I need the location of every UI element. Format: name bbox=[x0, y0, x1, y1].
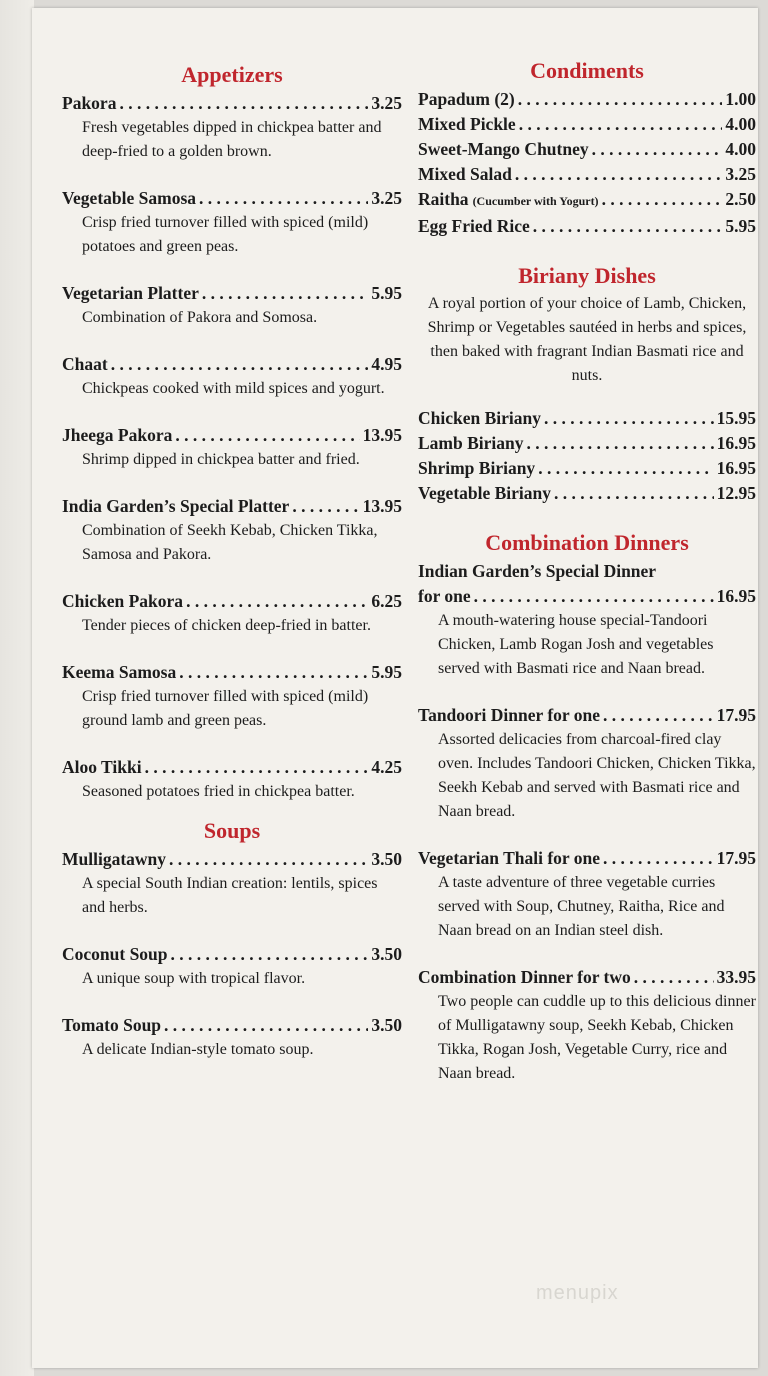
item-line bbox=[62, 91, 402, 116]
menu-item bbox=[418, 214, 756, 239]
menu-item bbox=[62, 281, 402, 330]
dot-leader bbox=[292, 494, 359, 519]
item-name: Tandoori Dinner for one bbox=[418, 705, 600, 725]
dot-leader bbox=[199, 186, 368, 211]
soups-title: Soups bbox=[203, 818, 261, 843]
item-line bbox=[418, 846, 756, 871]
dot-leader bbox=[603, 846, 714, 871]
item-price: 16.95 bbox=[716, 458, 756, 478]
menu-item bbox=[418, 965, 756, 1086]
item-description: A delicate Indian-style tomato soup. bbox=[82, 1041, 314, 1058]
dot-leader bbox=[119, 91, 368, 116]
item-description: Crisp fried turnover filled with spiced (mild) potatoes and green peas. bbox=[82, 214, 369, 255]
item-line bbox=[62, 423, 402, 448]
item-price: 4.00 bbox=[725, 139, 756, 159]
dot-leader bbox=[592, 137, 723, 162]
menu-item bbox=[62, 589, 402, 638]
item-price: 13.95 bbox=[362, 496, 402, 516]
menu-item bbox=[418, 481, 756, 506]
item-description: A unique soup with tropical flavor. bbox=[82, 970, 306, 987]
item-note: (Cucumber with Yogurt) bbox=[472, 194, 599, 208]
item-line bbox=[62, 352, 402, 377]
item-name: Lamb Biriany bbox=[418, 433, 524, 453]
dot-leader bbox=[186, 589, 368, 614]
menu-item bbox=[62, 755, 402, 804]
appetizers-title: Appetizers bbox=[181, 62, 283, 87]
menu-item bbox=[62, 494, 402, 567]
item-line bbox=[418, 112, 756, 137]
menu-item bbox=[62, 352, 402, 401]
menu-item bbox=[62, 847, 402, 920]
item-name: Vegetable Biriany bbox=[418, 483, 552, 503]
item-price: 3.50 bbox=[371, 1015, 402, 1035]
biriany-title: Biriany Dishes bbox=[518, 263, 656, 288]
dot-leader bbox=[518, 87, 723, 112]
menu-item bbox=[62, 1013, 402, 1062]
item-line bbox=[62, 186, 402, 211]
item-line bbox=[418, 481, 756, 506]
page-binding-edge bbox=[0, 0, 34, 1376]
menu-item bbox=[418, 431, 756, 456]
item-description: A mouth-watering house special-Tandoori Chicken, Lamb Rogan Josh and vegetables served with Basmati rice and Naan bread. bbox=[438, 612, 714, 677]
item-name: Mixed Salad bbox=[418, 164, 512, 184]
item-price: 3.25 bbox=[371, 188, 402, 208]
item-description: Fresh vegetables dipped in chickpea batter and deep-fried to a golden brown. bbox=[82, 119, 382, 160]
item-line bbox=[418, 584, 756, 609]
menu-item bbox=[418, 87, 756, 112]
item-line bbox=[62, 755, 402, 780]
item-line bbox=[418, 431, 756, 456]
appetizers-list bbox=[62, 91, 402, 804]
menu-item bbox=[62, 423, 402, 472]
item-description: Assorted delicacies from charcoal-fired clay oven. Includes Tandoori Chicken, Chicken Tikka, Seekh Kebab and served with Basmati rice and Naan bread. bbox=[438, 731, 756, 820]
item-name: Mulligatawny bbox=[62, 849, 167, 869]
item-name: for one bbox=[418, 586, 471, 606]
item-price: 16.95 bbox=[716, 433, 756, 453]
item-line bbox=[418, 87, 756, 112]
item-price: 13.95 bbox=[362, 425, 402, 445]
item-description: Combination of Seekh Kebab, Chicken Tikka, Samosa and Pakora. bbox=[82, 522, 378, 563]
dot-leader bbox=[519, 112, 723, 137]
combination-list bbox=[418, 559, 756, 1086]
item-description: Crisp fried turnover filled with spiced (mild) ground lamb and green peas. bbox=[82, 688, 369, 729]
item-price: 17.95 bbox=[716, 848, 756, 868]
item-name: Vegetarian Thali for one bbox=[418, 848, 600, 868]
biriany-intro: A royal portion of your choice of Lamb, Chicken, Shrimp or Vegetables sautéed in herbs and spices, then baked with fragrant Indian Basmati rice and nuts. bbox=[427, 295, 747, 384]
item-name: Combination Dinner for two bbox=[418, 967, 631, 987]
dot-leader bbox=[538, 456, 713, 481]
item-name: Egg Fried Rice bbox=[418, 216, 530, 236]
item-line bbox=[418, 965, 756, 990]
dot-leader bbox=[515, 162, 723, 187]
item-price: 1.00 bbox=[725, 89, 756, 109]
item-line bbox=[418, 456, 756, 481]
item-line bbox=[418, 703, 756, 728]
menu-item bbox=[418, 846, 756, 943]
condiments-list bbox=[418, 87, 756, 239]
dot-leader bbox=[111, 352, 369, 377]
item-price: 33.95 bbox=[716, 967, 756, 987]
item-description: Shrimp dipped in chickpea batter and fried. bbox=[82, 451, 360, 468]
item-name: Mixed Pickle bbox=[418, 114, 516, 134]
combination-title: Combination Dinners bbox=[485, 530, 689, 555]
dot-leader bbox=[603, 703, 714, 728]
biriany-section bbox=[418, 263, 756, 506]
item-line bbox=[418, 137, 756, 162]
dot-leader bbox=[533, 214, 723, 239]
item-name: Vegetarian Platter bbox=[62, 283, 199, 303]
item-price: 3.50 bbox=[371, 849, 402, 869]
condiments-section bbox=[418, 58, 756, 239]
dot-leader bbox=[169, 847, 368, 872]
menu-item bbox=[418, 137, 756, 162]
item-name: Aloo Tikki bbox=[62, 757, 142, 777]
item-line bbox=[62, 1013, 402, 1038]
item-name: Raitha bbox=[418, 189, 469, 209]
item-name: Coconut Soup bbox=[62, 944, 168, 964]
item-price: 3.25 bbox=[371, 93, 402, 113]
item-description: Two people can cuddle up to this delicious dinner of Mulligatawny soup, Seekh Kebab, Chicken Tikka, Rogan Josh, Vegetable Curry, rice and Naan bread. bbox=[438, 993, 756, 1082]
item-line bbox=[62, 589, 402, 614]
item-description: A special South Indian creation: lentils, spices and herbs. bbox=[82, 875, 378, 916]
menu-item bbox=[62, 660, 402, 733]
item-price: 5.95 bbox=[371, 662, 402, 682]
menu-item bbox=[62, 942, 402, 991]
dot-leader bbox=[175, 423, 359, 448]
menu-item bbox=[62, 186, 402, 259]
item-name: Tomato Soup bbox=[62, 1015, 162, 1035]
dot-leader bbox=[202, 281, 369, 306]
soups-list bbox=[62, 847, 402, 1062]
item-description: Tender pieces of chicken deep-fried in batter. bbox=[82, 617, 371, 634]
item-price: 12.95 bbox=[716, 483, 756, 503]
item-line bbox=[418, 162, 756, 187]
item-line bbox=[418, 214, 756, 239]
item-description: Chickpeas cooked with mild spices and yogurt. bbox=[82, 380, 385, 397]
item-line bbox=[62, 942, 402, 967]
menu-item bbox=[418, 703, 756, 824]
dot-leader bbox=[164, 1013, 368, 1038]
item-description: A taste adventure of three vegetable curries served with Soup, Chutney, Raitha, Rice and Naan bread on an Indian steel dish. bbox=[438, 874, 725, 939]
menu-item bbox=[418, 559, 756, 681]
item-line bbox=[62, 494, 402, 519]
left-column bbox=[62, 62, 402, 1084]
menu-item bbox=[418, 112, 756, 137]
dot-leader bbox=[145, 755, 369, 780]
item-name: Pakora bbox=[62, 93, 117, 113]
dot-leader bbox=[171, 942, 369, 967]
combination-section bbox=[418, 530, 756, 1086]
dot-leader bbox=[554, 481, 714, 506]
item-price: 4.25 bbox=[371, 757, 402, 777]
item-description: Seasoned potatoes fried in chickpea batter. bbox=[82, 783, 355, 800]
condiments-title: Condiments bbox=[530, 58, 644, 83]
item-price: 3.50 bbox=[371, 944, 402, 964]
dot-leader bbox=[179, 660, 368, 685]
item-name: Shrimp Biriany bbox=[418, 458, 536, 478]
item-name: Papadum (2) bbox=[418, 89, 515, 109]
menu-item bbox=[418, 187, 756, 214]
item-name: Vegetable Samosa bbox=[62, 188, 197, 208]
item-price: 17.95 bbox=[716, 705, 756, 725]
item-price: 6.25 bbox=[371, 591, 402, 611]
item-name: Chaat bbox=[62, 354, 108, 374]
soups-section bbox=[62, 818, 402, 1062]
item-line bbox=[62, 847, 402, 872]
menu-item bbox=[418, 456, 756, 481]
item-price: 5.95 bbox=[371, 283, 402, 303]
right-column bbox=[418, 58, 756, 1108]
item-name: India Garden’s Special Platter bbox=[62, 496, 290, 516]
dot-leader bbox=[544, 406, 714, 431]
item-price: 3.25 bbox=[725, 164, 756, 184]
item-price: 15.95 bbox=[716, 408, 756, 428]
item-price: 16.95 bbox=[716, 586, 756, 606]
item-line bbox=[418, 406, 756, 431]
dot-leader bbox=[602, 187, 723, 212]
item-line bbox=[418, 187, 756, 214]
item-price: 5.95 bbox=[725, 216, 756, 236]
item-name: Sweet-Mango Chutney bbox=[418, 139, 589, 159]
appetizers-section bbox=[62, 62, 402, 804]
item-line bbox=[62, 281, 402, 306]
biriany-list bbox=[418, 406, 756, 506]
item-name: Keema Samosa bbox=[62, 662, 177, 682]
item-title-line: Indian Garden’s Special Dinner bbox=[418, 561, 657, 581]
menu-item bbox=[418, 162, 756, 187]
item-price: 4.95 bbox=[371, 354, 402, 374]
dot-leader bbox=[634, 965, 714, 990]
item-price: 2.50 bbox=[725, 189, 756, 209]
item-line bbox=[62, 660, 402, 685]
dot-leader bbox=[474, 584, 714, 609]
item-name: Jheega Pakora bbox=[62, 425, 173, 445]
item-price: 4.00 bbox=[725, 114, 756, 134]
item-name: Chicken Biriany bbox=[418, 408, 542, 428]
watermark: menupix bbox=[536, 1282, 619, 1304]
item-name: Chicken Pakora bbox=[62, 591, 184, 611]
menu-item bbox=[62, 91, 402, 164]
item-description: Combination of Pakora and Somosa. bbox=[82, 309, 318, 326]
dot-leader bbox=[527, 431, 714, 456]
menu-item bbox=[418, 406, 756, 431]
